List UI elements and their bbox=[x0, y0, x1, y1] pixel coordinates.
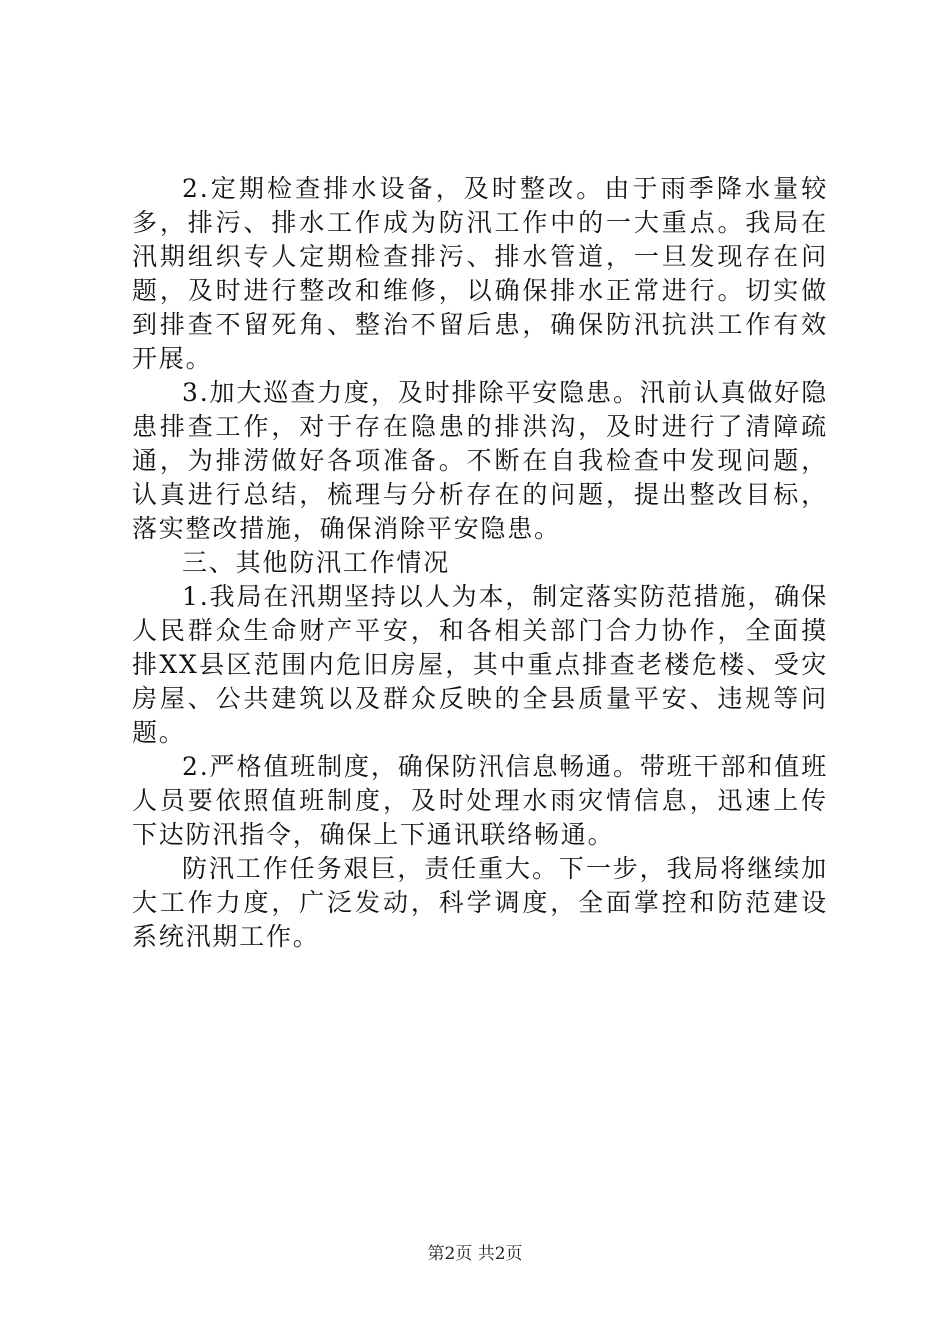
paragraph-duty-system: 2.严格值班制度，确保防汛信息畅通。带班干部和值班人员要依照值班制度，及时处理水雨灾情信息，迅速上传下达防汛指令，确保上下通讯联络畅通。 bbox=[132, 752, 828, 849]
document-body bbox=[132, 172, 828, 954]
page-number-footer: 第2页 共2页 bbox=[427, 1244, 523, 1264]
section-heading-other-work: 三、其他防汛工作情况 bbox=[182, 548, 451, 577]
paragraph-patrol-hazards: 3.加大巡查力度，及时排除平安隐患。汛前认真做好隐患排查工作，对于存在隐患的排洪沟，及时进行了清障疏通，为排涝做好各项准备。不断在自我检查中发现问题，认真进行总结，梳理与分析存在的问题，提出整改目标，落实整改措施，确保消除平安隐患。 bbox=[132, 378, 828, 543]
paragraph-drainage-inspection: 2.定期检查排水设备，及时整改。由于雨季降水量较多，排污、排水工作成为防汛工作中的一大重点。我局在汛期组织专人定期检查排污、排水管道，一旦发现存在问题，及时进行整改和维修，以确保排水正常进行。切实做到排查不留死角、整治不留后患，确保防汛抗洪工作有效开展。 bbox=[132, 174, 828, 373]
paragraph-conclusion: 防汛工作任务艰巨，责任重大。下一步，我局将继续加大工作力度，广泛发动，科学调度，全面掌控和防范建设系统汛期工作。 bbox=[132, 854, 828, 951]
paragraph-people-first: 1.我局在汛期坚持以人为本，制定落实防范措施，确保人民群众生命财产平安，和各相关部门合力协作，全面摸排XX县区范围内危旧房屋，其中重点排查老楼危楼、受灾房屋、公共建筑以及群众反映的全县质量平安、违规等问题。 bbox=[132, 582, 828, 747]
